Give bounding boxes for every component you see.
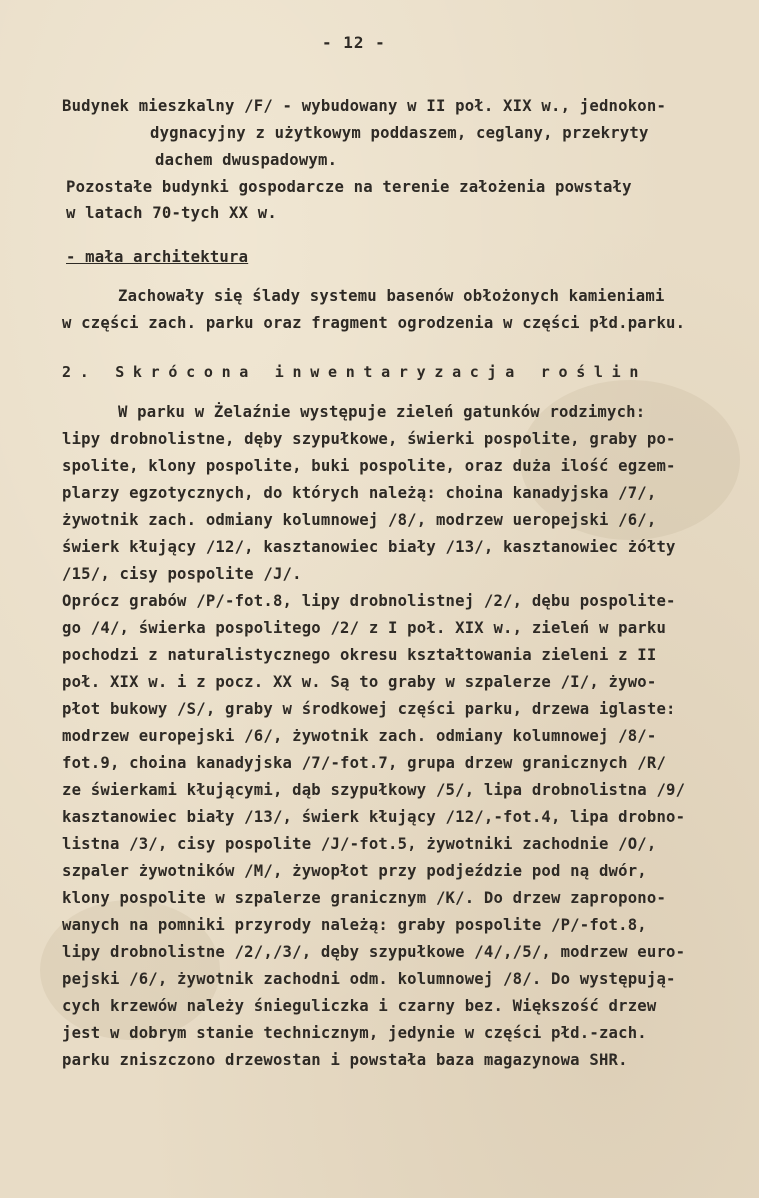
section-title: 2. Skrócona inwentaryzacja roślin <box>62 363 648 381</box>
text-line: plarzy egzotycznych, do których należą: choina kanadyjska /7/, <box>62 484 657 502</box>
text-line: Zachowały się ślady systemu basenów obłożonych kamieniami <box>118 287 665 305</box>
text-line: wanych na pomniki przyrody należą: graby pospolite /P/-fot.8, <box>62 916 647 934</box>
text-line: świerk kłujący /12/, kasztanowiec biały /13/, kasztanowiec żółty <box>62 538 676 556</box>
text-line: Pozostałe budynki gospodarcze na terenie założenia powstały <box>66 178 632 196</box>
subsection-heading: - mała architektura <box>66 248 249 266</box>
text-line: fot.9, choina kanadyjska /7/-fot.7, grupa drzew granicznych /R/ <box>62 754 667 772</box>
text-line: listna /3/, cisy pospolite /J/-fot.5, żywotniki zachodnie /O/, <box>62 835 657 853</box>
text-line: jest w dobrym stanie technicznym, jedynie w części płd.-zach. <box>62 1024 647 1042</box>
text-line: płot bukowy /S/, graby w środkowej części parku, drzewa iglaste: <box>62 700 676 718</box>
text-line: pejski /6/, żywotnik zachodni odm. kolumnowej /8/. Do występują- <box>62 970 676 988</box>
text-line: poł. XIX w. i z pocz. XX w. Są to graby w szpalerze /I/, żywo- <box>62 673 657 691</box>
text-line: W parku w Żelaźnie występuje zieleń gatunków rodzimych: <box>118 403 646 421</box>
text-line: spolite, klony pospolite, buki pospolite, oraz duża ilość egzem- <box>62 457 676 475</box>
text-line: dachem dwuspadowym. <box>155 151 338 169</box>
text-line: żywotnik zach. odmiany kolumnowej /8/, modrzew ueropejski /6/, <box>62 511 657 529</box>
text-line: pochodzi z naturalistycznego okresu kształtowania zieleni z II <box>62 646 657 664</box>
text-line: lipy drobnolistne, dęby szypułkowe, świerki pospolite, graby po- <box>62 430 676 448</box>
text-line: /15/, cisy pospolite /J/. <box>62 565 302 583</box>
text-line: klony pospolite w szpalerze granicznym /K/. Do drzew zapropono- <box>62 889 667 907</box>
text-line: lipy drobnolistne /2/,/3/, dęby szypułkowe /4/,/5/, modrzew euro- <box>62 943 686 961</box>
text-line: Budynek mieszkalny /F/ - wybudowany w II poł. XIX w., jednokon- <box>62 97 667 115</box>
text-line: w części zach. parku oraz fragment ogrodzenia w części płd.parku. <box>62 314 686 332</box>
page-number: - 12 - <box>322 33 386 52</box>
text-line: kasztanowiec biały /13/, świerk kłujący /12/,-fot.4, lipa drobno- <box>62 808 686 826</box>
text-line: cych krzewów należy śnieguliczka i czarny bez. Większość drzew <box>62 997 657 1015</box>
text-line: ze świerkami kłującymi, dąb szypułkowy /5/, lipa drobnolistna /9/ <box>62 781 686 799</box>
text-line: parku zniszczono drzewostan i powstała baza magazynowa SHR. <box>62 1051 628 1069</box>
text-line: Oprócz grabów /P/-fot.8, lipy drobnolistnej /2/, dębu pospolite- <box>62 592 676 610</box>
text-line: modrzew europejski /6/, żywotnik zach. odmiany kolumnowej /8/- <box>62 727 657 745</box>
text-line: szpaler żywotników /M/, żywopłot przy podjeździe pod ną dwór, <box>62 862 647 880</box>
text-line: w latach 70-tych XX w. <box>66 204 277 222</box>
text-line: go /4/, świerka pospolitego /2/ z I poł. XIX w., zieleń w parku <box>62 619 667 637</box>
text-line: dygnacyjny z użytkowym poddaszem, ceglany, przekryty <box>150 124 649 142</box>
